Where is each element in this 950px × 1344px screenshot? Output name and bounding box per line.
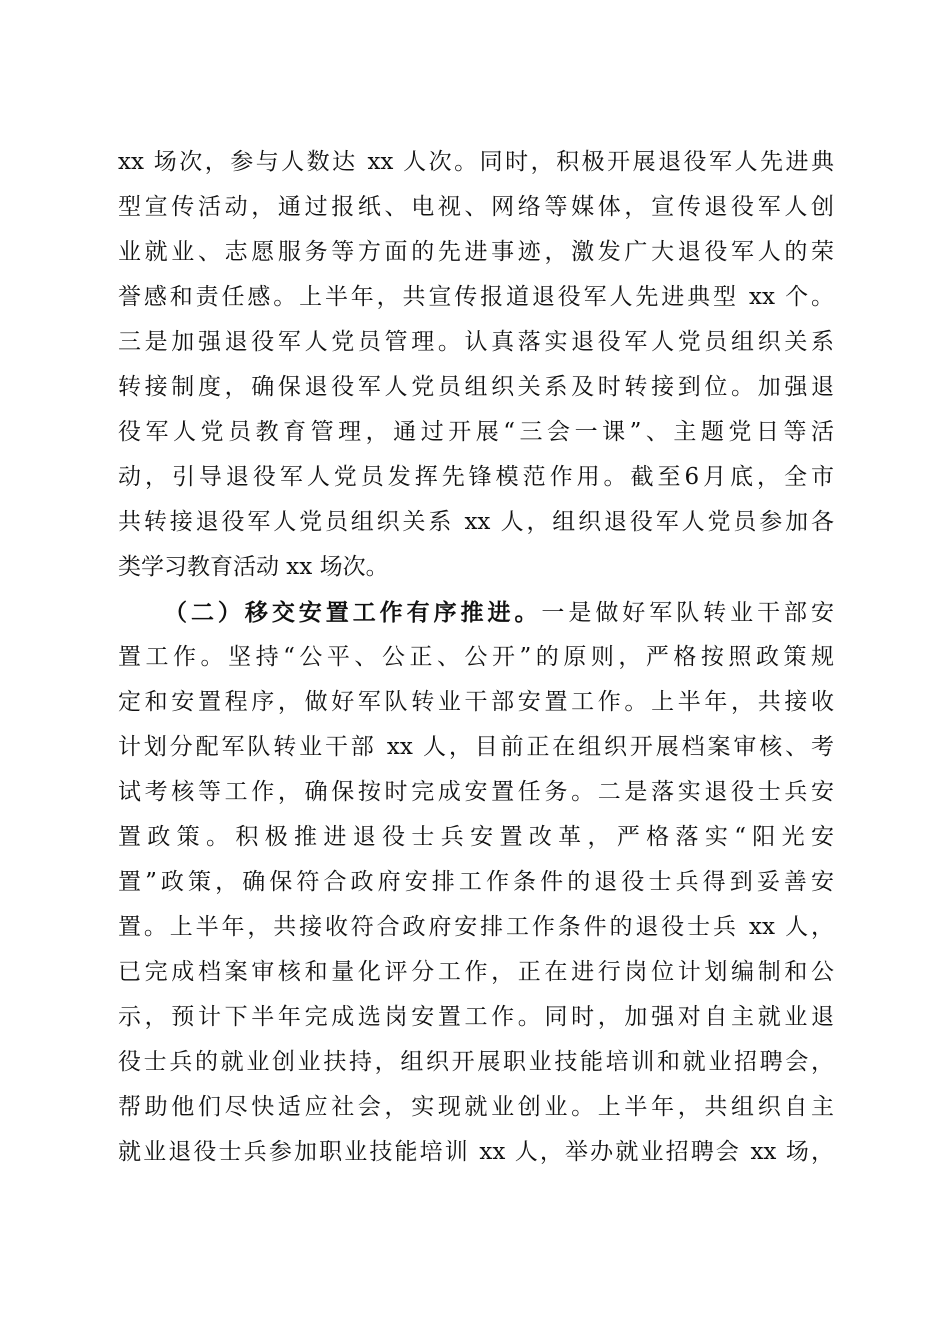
text-line: 役士兵的就业创业扶持，组织开展职业技能培训和就业招聘会， — [118, 1049, 834, 1075]
text-line: xx 场次，参与人数达 xx 人次。同时，积极开展退役军人先进典 — [118, 149, 834, 175]
text-line: 已完成档案审核和量化评分工作，正在进行岗位计划编制和公 — [118, 959, 834, 985]
text-line: 定和安置程序，做好军队转业干部安置工作。上半年，共接收 — [118, 689, 834, 715]
text-line: 共转接退役军人党员组织关系 xx 人，组织退役军人党员参加各 — [118, 509, 834, 535]
text-line: 誉感和责任感。上半年，共宣传报道退役军人先进典型 xx 个。 — [118, 284, 834, 310]
text-line: 置工作。坚持“公平、公正、公开”的原则，严格按照政策规 — [118, 644, 834, 670]
text-line: 动，引导退役军人党员发挥先锋模范作用。截至6月底，全市 — [118, 464, 834, 490]
text-line: 置政策。积极推进退役士兵安置改革，严格落实“阳光安 — [118, 824, 834, 850]
text-line: 置。上半年，共接收符合政府安排工作条件的退役士兵 xx 人， — [118, 914, 834, 940]
text-line: 计划分配军队转业干部 xx 人，目前正在组织开展档案审核、考 — [118, 734, 834, 760]
section-heading-continuation: 一是做好军队转业干部安 — [541, 600, 834, 626]
text-line: 转接制度，确保退役军人党员组织关系及时转接到位。加强退 — [118, 374, 834, 400]
text-line: 试考核等工作，确保按时完成安置任务。二是落实退役士兵安 — [118, 779, 834, 805]
text-line: 类学习教育活动 xx 场次。 — [118, 554, 389, 580]
text-line: 帮助他们尽快适应社会，实现就业创业。上半年，共组织自主 — [118, 1094, 834, 1120]
section-heading-line — [118, 590, 834, 635]
text-line: 型宣传活动，通过报纸、电视、网络等媒体，宣传退役军人创 — [118, 194, 834, 220]
text-line: 役军人党员教育管理，通过开展“三会一课”、主题党日等活 — [118, 419, 834, 445]
text-line: 业就业、志愿服务等方面的先进事迹，激发广大退役军人的荣 — [118, 239, 834, 265]
body-text — [118, 140, 834, 1175]
section-heading: （二）移交安置工作有序推进。 — [164, 599, 542, 626]
text-line: 置”政策，确保符合政府安排工作条件的退役士兵得到妥善安 — [118, 869, 834, 895]
text-line: 三是加强退役军人党员管理。认真落实退役军人党员组织关系 — [118, 329, 834, 355]
text-line: 就业退役士兵参加职业技能培训 xx 人，举办就业招聘会 xx 场， — [118, 1139, 834, 1165]
text-line: 示，预计下半年完成选岗安置工作。同时，加强对自主就业退 — [118, 1004, 834, 1030]
